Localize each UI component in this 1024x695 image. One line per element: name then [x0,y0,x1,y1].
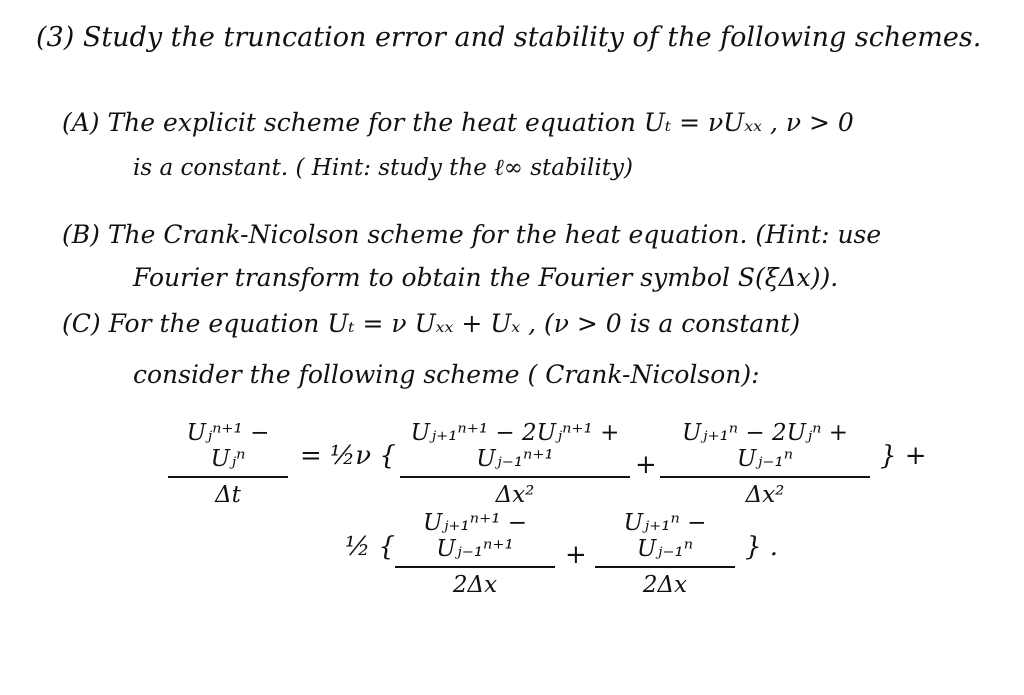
diffusion-implicit-fraction [400,420,630,508]
problem-title: (3) Study the truncation error and stability of the following schemes. [36,22,982,53]
part-b-line-2: Fourier transform to obtain the Fourier symbol S(ξΔx)). [133,263,839,292]
advection-explicit-fraction [595,510,735,598]
advection-implicit-fraction [395,510,555,598]
diffusion-explicit-denominator: Δx² [745,481,785,508]
diffusion-explicit-numerator: Uⱼ₊₁ⁿ − 2Uⱼⁿ + Uⱼ₋₁ⁿ [681,420,849,472]
close-brace-plus: } + [880,441,927,471]
diffusion-implicit-numerator: Uⱼ₊₁ⁿ⁺¹ − 2Uⱼⁿ⁺¹ + Uⱼ₋₁ⁿ⁺¹ [410,420,620,472]
lhs-numerator: Uⱼⁿ⁺¹ − Uⱼⁿ [186,420,270,472]
advection-implicit-denominator: 2Δx [452,571,498,598]
lhs-fraction [168,420,288,508]
advection-implicit-numerator: Uⱼ₊₁ⁿ⁺¹ − Uⱼ₋₁ⁿ⁺¹ [422,510,528,562]
diffusion-explicit-fraction [660,420,870,508]
part-c-line-1: (C) For the equation Uₜ = ν Uₓₓ + Uₓ , (ν > 0 is a constant) [62,309,801,338]
close-brace-period: } . [745,532,779,562]
advection-explicit-numerator: Uⱼ₊₁ⁿ − Uⱼ₋₁ⁿ [623,510,707,562]
equals-half-nu: = ½ν { [300,441,396,471]
advection-explicit-denominator: 2Δx [642,571,688,598]
plus-sign: + [635,450,657,480]
part-b-line-1: (B) The Crank-Nicolson scheme for the heat equation. (Hint: use [62,220,882,249]
plus-sign: + [565,540,587,570]
part-a-line-1: (A) The explicit scheme for the heat equation Uₜ = νUₓₓ , ν > 0 [62,108,854,137]
part-a-line-2: is a constant. ( Hint: study the ℓ∞ stability) [133,155,633,181]
diffusion-implicit-denominator: Δx² [495,481,535,508]
lhs-denominator: Δt [215,481,241,508]
part-c-line-2: consider the following scheme ( Crank-Nicolson): [133,360,760,389]
half-open-brace: ½ { [345,532,396,562]
